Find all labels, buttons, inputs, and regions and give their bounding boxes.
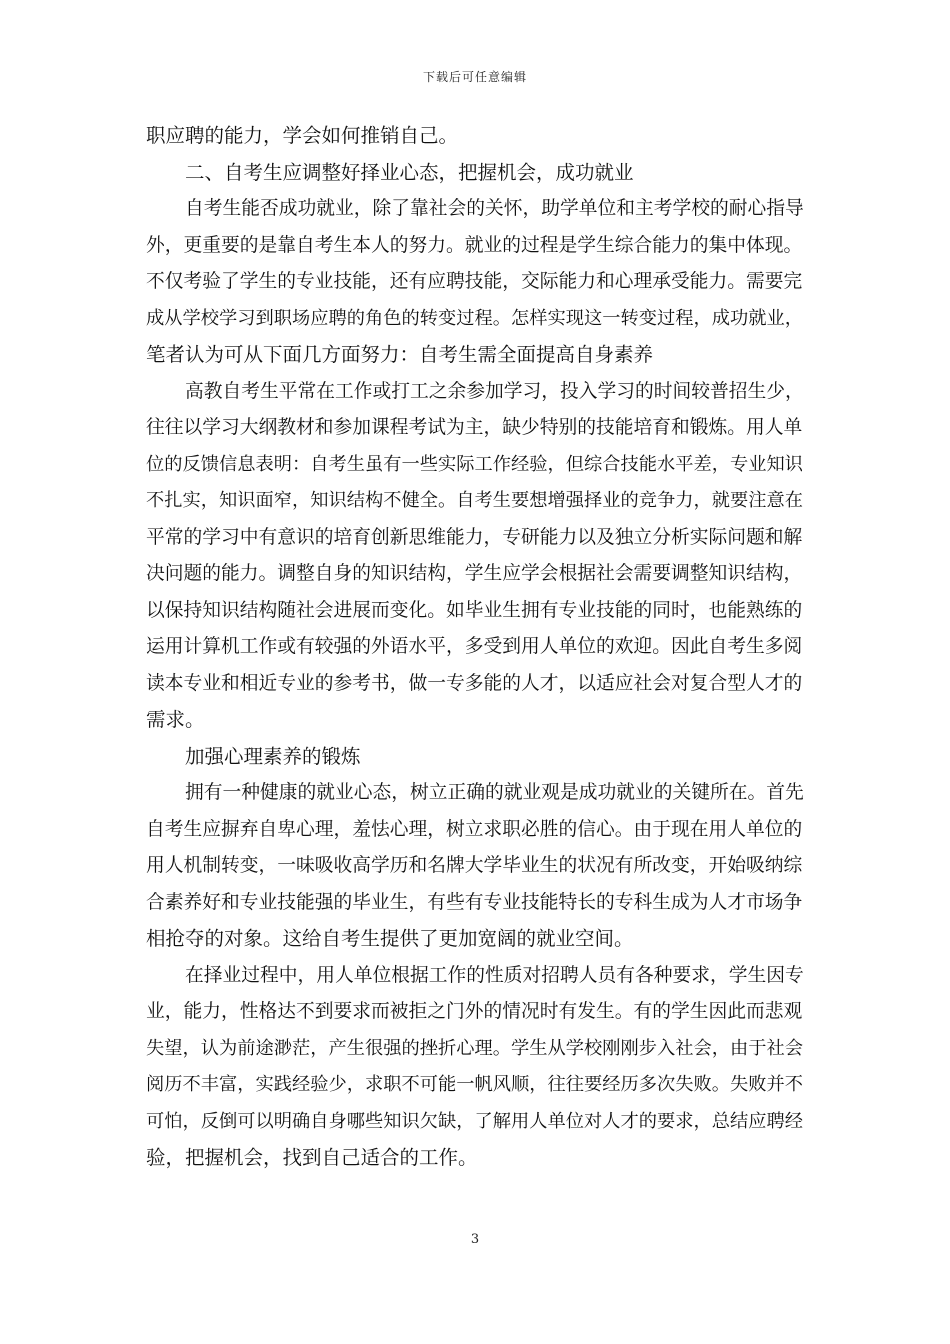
text-line: 运用计算机工作或有较强的外语水平，多受到用人单位的欢迎。因此自考生多阅 bbox=[146, 636, 803, 657]
text-line: 相抢夺的对象。这给自考生提供了更加宽阔的就业空间。 bbox=[146, 927, 634, 950]
text-line: 阅历不丰富，实践经验少，求职不可能一帆风顺，往往要经历多次失败。失败并不 bbox=[146, 1074, 803, 1095]
text-line: 失望，认为前途渺茫，产生很强的挫折心理。学生从学校刚刚步入社会，由于社会 bbox=[146, 1037, 803, 1059]
text-line: 验，把握机会，找到自己适合的工作。 bbox=[146, 1146, 478, 1169]
text-line: 外，更重要的是靠自考生本人的努力。就业的过程是学生综合能力的集中体现。 bbox=[146, 234, 803, 256]
text-line: 往往以学习大纲教材和参加课程考试为主，缺少特别的技能培育和锻炼。用人单 bbox=[146, 417, 803, 438]
text-line: 位的反馈信息表明：自考生虽有一些实际工作经验，但综合技能水平差，专业知识 bbox=[146, 453, 803, 475]
text-line: 成从学校学习到职场应聘的角色的转变过程。怎样实现这一转变过程，成功就业， bbox=[146, 307, 803, 329]
text-line: 读本专业和相近专业的参考书，做一专多能的人才，以适应社会对复合型人才的 bbox=[146, 672, 803, 694]
text-line: 在择业过程中，用人单位根据工作的性质对招聘人员有各种要求，学生因专 bbox=[185, 964, 804, 986]
text-line: 平常的学习中有意识的培育创新思维能力，专研能力以及独立分析实际问题和解 bbox=[146, 526, 803, 548]
text-line: 自考生应摒弃自卑心理，羞怯心理，树立求职必胜的信心。由于现在用人单位的 bbox=[146, 818, 803, 840]
text-line: 可怕，反倒可以明确自身哪些知识欠缺，了解用人单位对人才的要求，总结应聘经 bbox=[146, 1110, 803, 1132]
text-line: 自考生能否成功就业，除了靠社会的关怀，助学单位和主考学校的耐心指导 bbox=[185, 198, 804, 219]
text-line: 不扎实，知识面窄，知识结构不健全。自考生要想增强择业的竞争力，就要注意在 bbox=[146, 490, 803, 511]
text-line: 高教自考生平常在工作或打工之余参加学习，投入学习的时间较普招生少， bbox=[185, 380, 804, 402]
text-line: 笔者认为可从下面几方面努力：自考生需全面提高自身素养 bbox=[146, 343, 654, 366]
page-number: 3 bbox=[470, 1232, 480, 1247]
text-line: 合素养好和专业技能强的毕业生，有些有专业技能特长的专科生成为人才市场争 bbox=[146, 891, 803, 913]
text-line: 二、自考生应调整好择业心态，把握机会，成功就业 bbox=[185, 160, 634, 184]
text-line: 需求。 bbox=[146, 708, 205, 731]
page-header: 下载后可任意编辑 bbox=[422, 70, 527, 84]
text-line: 拥有一种健康的就业心态，树立正确的就业观是成功就业的关键所在。首先 bbox=[185, 782, 804, 803]
text-line: 加强心理素养的锻炼 bbox=[185, 744, 361, 768]
text-line: 以保持知识结构随社会进展而变化。如毕业生拥有专业技能的同时，也能熟练的 bbox=[146, 599, 803, 621]
text-line: 业，能力，性格达不到要求而被拒之门外的情况时有发生。有的学生因此而悲观 bbox=[146, 1001, 803, 1022]
text-line: 用人机制转变，一味吸收高学历和名牌大学毕业生的状况有所改变，开始吸纳综 bbox=[146, 855, 803, 876]
text-line: 不仅考验了学生的专业技能，还有应聘技能，交际能力和心理承受能力。需要完 bbox=[146, 271, 803, 292]
text-line: 决问题的能力。调整自身的知识结构，学生应学会根据社会需要调整知识结构， bbox=[146, 563, 803, 584]
text-line: 职应聘的能力，学会如何推销自己。 bbox=[146, 124, 459, 147]
document-body bbox=[146, 118, 810, 1177]
